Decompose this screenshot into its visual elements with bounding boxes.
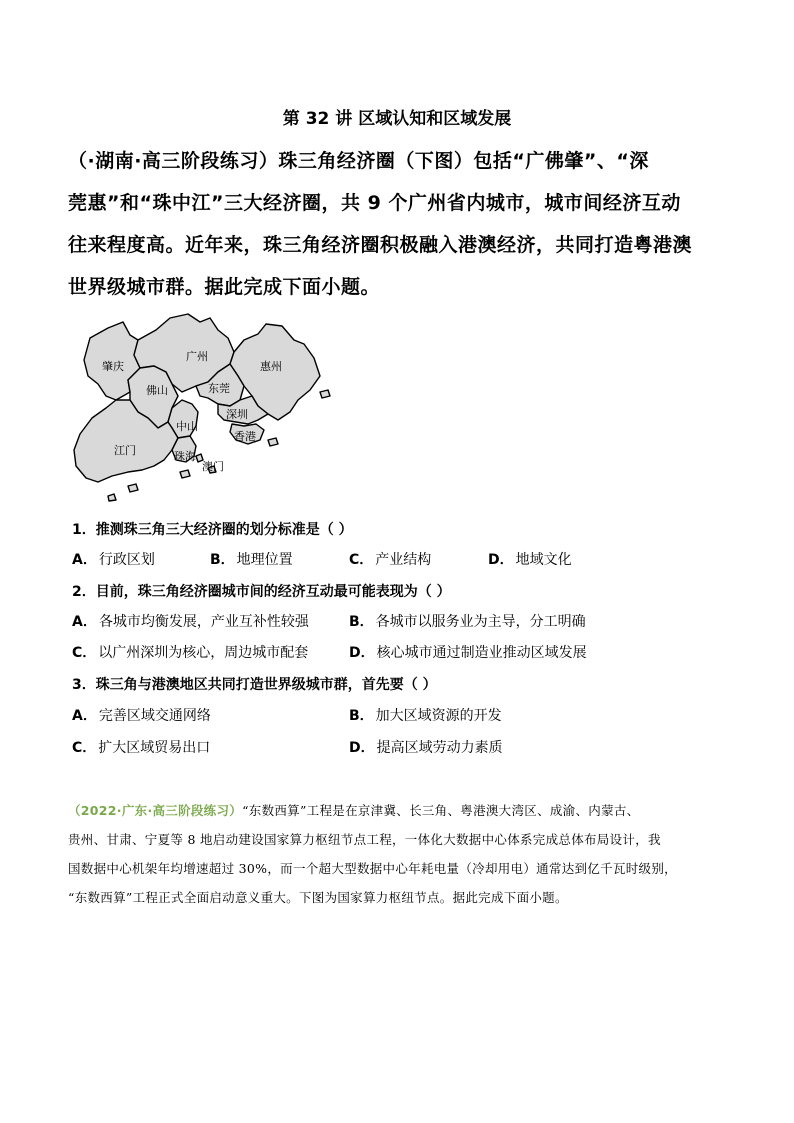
intro-line: （·湖南·高三阶段练习）珠三角经济圈（下图）包括“广佛肇”、“深 xyxy=(68,150,649,172)
map-label-guangzhou: 广州 xyxy=(186,350,208,363)
map-label-xianggang: 香港 xyxy=(234,430,256,443)
question-3-option-a[interactable]: A． 完善区域交通网络 xyxy=(72,708,211,724)
intro-line: 往来程度高。近年来，珠三角经济圈积极融入港澳经济，共同打造粤港澳 xyxy=(68,234,693,256)
map-label-foshan: 佛山 xyxy=(146,384,168,397)
map-label-huizhou: 惠州 xyxy=(260,360,282,373)
question-1-option-b[interactable]: B． 地理位置 xyxy=(210,552,293,568)
intro-line: 莞惠”和“珠中江”三大经济圈，共 9 个广州省内城市，城市间经济互动 xyxy=(68,192,681,214)
question-2-option-c[interactable]: C． 以广州深圳为核心，周边城市配套 xyxy=(72,645,309,661)
page-title: 第 32 讲 区域认知和区域发展 xyxy=(282,109,512,129)
map-label-aomen: 澳门 xyxy=(202,460,224,473)
map-label-zhuhai: 珠海 xyxy=(174,450,196,463)
map-label-zhaoqing: 肇庆 xyxy=(102,360,124,373)
section-2-line-3: 国数据中心机架年均增速超过 30%，而一个超大型数据中心年耗电量（冷却用电）通常达到亿千瓦时级别， xyxy=(68,861,677,876)
map-label-zhongshan: 中山 xyxy=(176,420,198,433)
section-2-line-1: （2022·广东·高三阶段练习）“东数西算”工程是在京津冀、长三角、粤港澳大湾区、成渝、内蒙古、 xyxy=(68,803,640,818)
intro-paragraph xyxy=(68,140,728,308)
map-label-dongguan: 东莞 xyxy=(208,382,230,395)
question-1-option-c[interactable]: C． 产业结构 xyxy=(349,552,432,568)
question-2-option-b[interactable]: B． 各城市以服务业为主导，分工明确 xyxy=(349,614,586,630)
question-3-option-b[interactable]: B． 加大区域资源的开发 xyxy=(349,708,502,724)
map-label-jiangmen: 江门 xyxy=(114,444,136,457)
section-2-passage xyxy=(68,796,728,912)
section-2-source: （2022·广东·高三阶段练习） xyxy=(68,803,243,818)
question-3-option-c[interactable]: C． 扩大区域贸易出口 xyxy=(72,740,211,756)
question-3-option-d[interactable]: D． 提高区域劳动力素质 xyxy=(349,740,503,756)
section-2-line-4: “东数西算”工程正式全面启动意义重大。下图为国家算力枢纽节点。据此完成下面小题。 xyxy=(68,890,568,905)
question-1-stem: 1．推测珠三角三大经济圈的划分标准是（ ） xyxy=(72,522,353,538)
question-2-option-a[interactable]: A． 各城市均衡发展，产业互补性较强 xyxy=(72,614,309,630)
pearl-river-delta-map xyxy=(68,300,358,512)
question-1-option-a[interactable]: A． 行政区划 xyxy=(72,552,155,568)
map-label-shenzhen: 深圳 xyxy=(226,408,248,421)
question-2-option-d[interactable]: D． 核心城市通过制造业推动区域发展 xyxy=(349,645,587,661)
intro-line: 世界级城市群。据此完成下面小题。 xyxy=(68,276,381,298)
question-1-option-d[interactable]: D． 地域文化 xyxy=(488,552,572,568)
question-2-stem: 2．目前，珠三角经济圈城市间的经济互动最可能表现为（ ） xyxy=(72,584,451,600)
section-2-line-2: 贵州、甘肃、宁夏等 8 地启动建设国家算力枢纽节点工程，一体化大数据中心体系完成总体布局设计，我 xyxy=(68,832,661,847)
question-3-stem: 3．珠三角与港澳地区共同打造世界级城市群，首先要（ ） xyxy=(72,677,437,693)
